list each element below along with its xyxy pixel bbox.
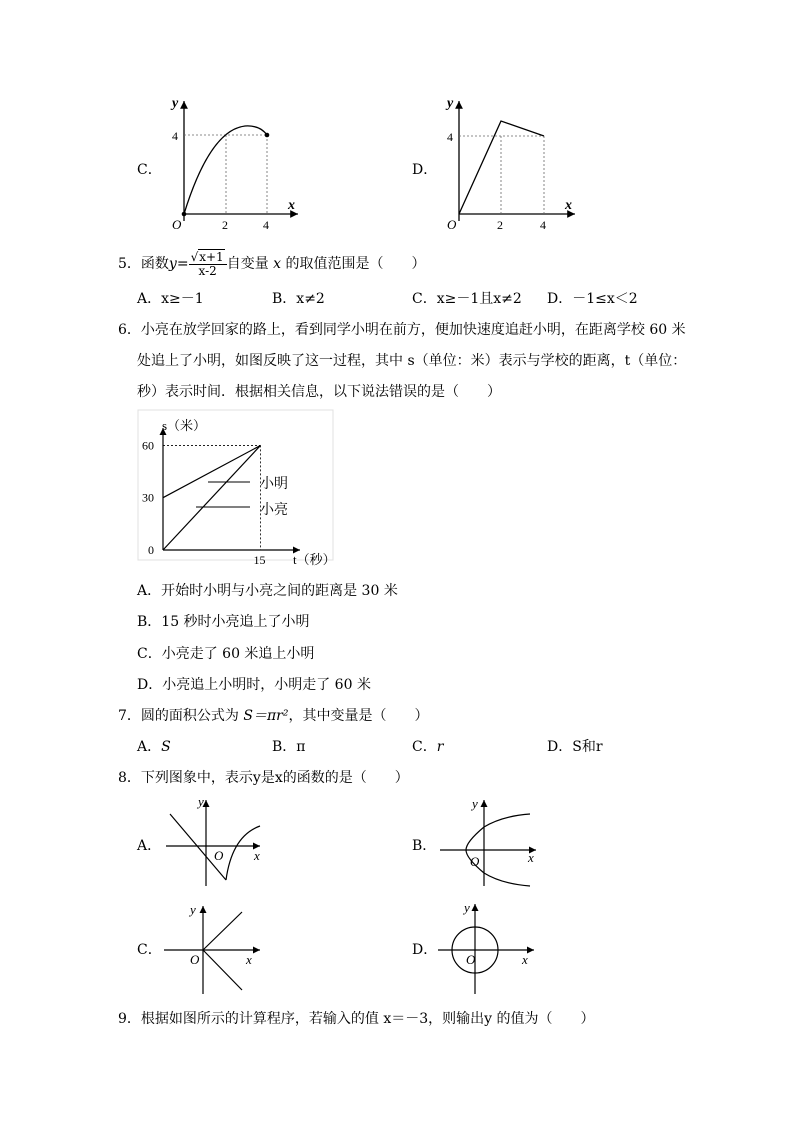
q4-option-d-label: D． (412, 162, 438, 178)
x-tick-15: 15 (253, 553, 266, 567)
svg-text:y: y (464, 900, 470, 915)
svg-text:O: O (447, 217, 457, 232)
origin-label: O (172, 217, 182, 232)
svg-text:x: x (254, 848, 260, 863)
svg-text:4: 4 (172, 129, 178, 143)
y-tick-60: 60 (142, 438, 154, 453)
q8-graph-c (158, 900, 268, 995)
q5-stem: 5．函数y= $\frac{√x+1}{x-2}$ 自变量 x 的取值范围是（ ） (118, 249, 426, 278)
svg-text:4: 4 (540, 218, 546, 232)
q8-option-a-label: A． (137, 838, 162, 854)
legend-ming: 小明 (260, 477, 288, 492)
q6-option-c: C．小亮走了 60 米追上小明 (137, 646, 315, 662)
q8-option-c-label: C． (137, 942, 162, 958)
svg-text:4: 4 (263, 218, 269, 232)
t-axis-label: t（秒） (293, 552, 336, 567)
q6-line3: 秒）表示时间．根据相关信息，以下说法错误的是（ ） (137, 384, 501, 400)
svg-text:O: O (190, 952, 200, 967)
svg-text:x: x (246, 952, 252, 967)
q8-graph-a (158, 794, 268, 889)
svg-text:y: y (198, 794, 204, 809)
q5-option-b: B．x≠2 (272, 291, 325, 307)
s-axis-label: s（米） (162, 418, 207, 433)
svg-text:2: 2 (222, 218, 228, 232)
q8-option-b-label: B． (412, 838, 437, 854)
svg-text:x: x (522, 952, 528, 967)
graph-line (459, 121, 544, 214)
q6-distance-time-chart (138, 410, 338, 570)
svg-text:O: O (470, 854, 480, 869)
q9-stem: 9．根据如图所示的计算程序，若输入的值 x＝－3，则输出y 的值为（ ） (118, 1011, 595, 1027)
y-label: y (172, 96, 179, 111)
q7-option-d: D．S和r (547, 739, 603, 755)
q6-line1: 6．小亮在放学回家的路上，看到同学小明在前方，便加快速度追赶小明，在距离学校 60 米 (118, 322, 686, 338)
q6-option-a: A．开始时小明与小亮之间的距离是 30 米 (137, 583, 398, 599)
curve (184, 126, 267, 214)
q7-option-c: C．r (412, 739, 444, 755)
svg-text:O: O (214, 848, 224, 863)
q4-graph-d (435, 95, 585, 235)
y-tick-0: 0 (148, 543, 154, 557)
x-label: x (288, 198, 295, 213)
q8-stem: 8．下列图象中，表示y是x的函数的是（ ） (118, 770, 409, 786)
q8-graph-b (432, 794, 542, 889)
q6-option-b: B．15 秒时小亮追上了小明 (137, 614, 310, 630)
q7-option-b: B．π (272, 739, 306, 755)
q7-stem: 7．圆的面积公式为 S＝πr²，其中变量是（ ） (118, 708, 429, 724)
y-tick-30: 30 (142, 490, 154, 505)
svg-text:y: y (472, 796, 478, 811)
q4-option-c-label: C． (137, 162, 162, 178)
series-xiaoliang-line (163, 445, 261, 550)
svg-text:2: 2 (497, 218, 503, 232)
q6-line2: 处追上了小明，如图反映了这一过程，其中 s（单位：米）表示与学校的距离，t（单位： (137, 353, 687, 369)
svg-text:x: x (528, 850, 534, 865)
q7-option-a: A．S (137, 739, 171, 755)
svg-text:4: 4 (447, 130, 453, 144)
q6-option-d: D．小亮追上小明时，小明走了 60 米 (137, 677, 371, 693)
q4-graph-c (160, 95, 310, 235)
q5-option-c: C．x≥－1且x≠2 (412, 291, 522, 307)
q8-graph-d (432, 900, 542, 995)
q5-option-a: A．x≥－1 (137, 291, 204, 307)
svg-text:y: y (447, 96, 454, 111)
q5-option-d: D．－1≤x＜2 (547, 291, 638, 307)
svg-text:x: x (565, 198, 572, 213)
legend-liang: 小亮 (260, 503, 288, 518)
series-xiaoming-line (163, 445, 261, 497)
svg-text:O: O (466, 952, 476, 967)
svg-text:y: y (190, 902, 196, 917)
q8-option-d-label: D． (412, 942, 438, 958)
